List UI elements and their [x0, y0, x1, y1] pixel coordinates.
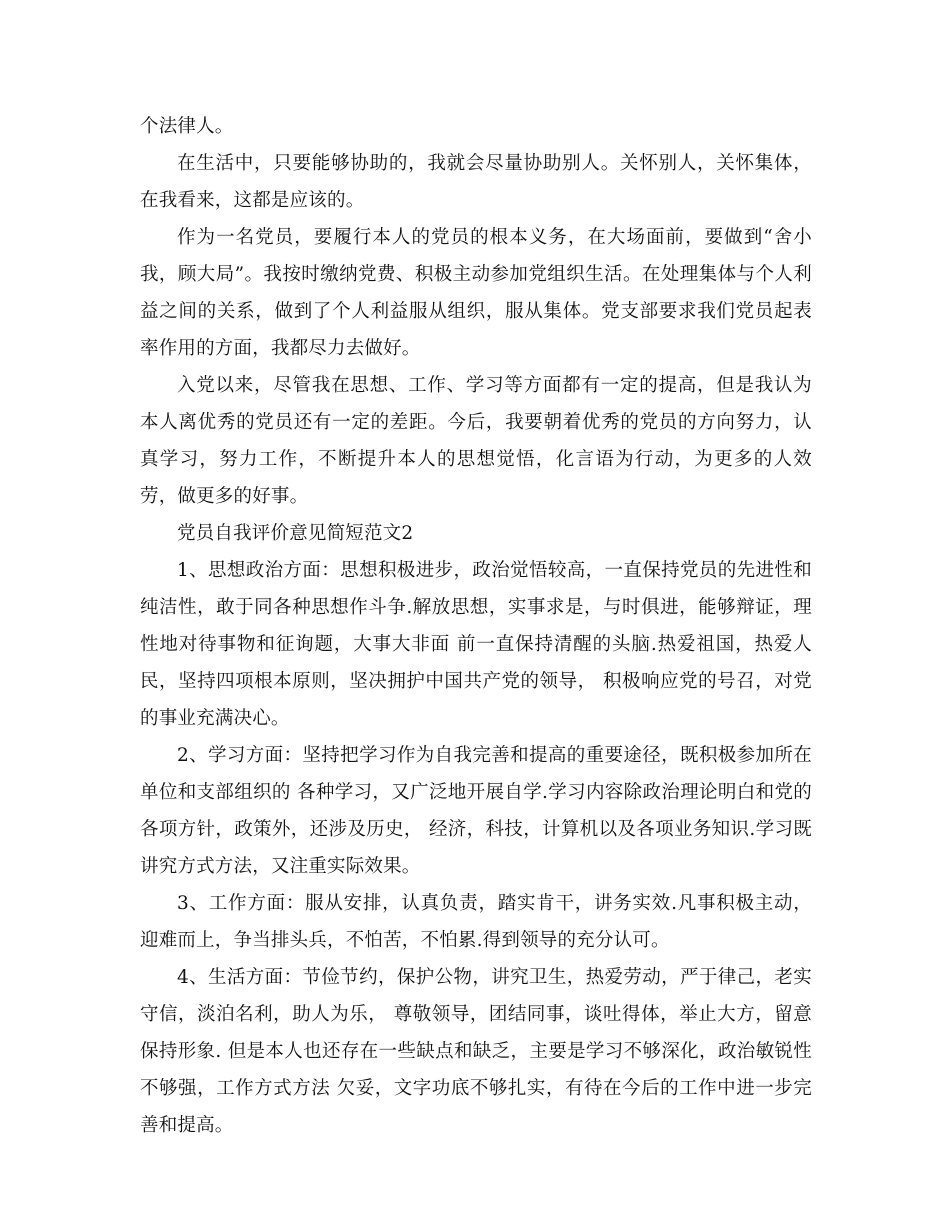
paragraph-party-duties: 作为一名党员，要履行本人的党员的根本义务，在大场面前，要做到“舍小我，顾大局”。我按时缴纳党费、积极主动参加党组织生活。在处理集体与个人利益之间的关系，做到了个人利益服从组织，服从集体。党支部要求我们党员起表率作用的方面，我都尽力去做好。: [140, 227, 812, 359]
paragraph-life: 4、生活方面：节俭节约，保护公物，讲究卫生，热爱劳动，严于律己，老实守信，淡泊名利，助人为乐， 尊敬领导，团结同事，谈吐得体，举止大方，留意保持形象. 但是本人也还存在一些缺点和缺乏，主要是学习不够深化，政治敏锐性不够强，工作方式方法 欠妥，文字功底不够扎实，有待在今后的工作中进一步完善和提高。: [140, 967, 812, 1136]
document-body: [140, 108, 812, 1144]
paragraph-work: 3、工作方面：服从安排，认真负责，踏实肯干，讲务实效.凡事积极主动，迎难而上，争当排头兵，不怕苦，不怕累.得到领导的充分认可。: [140, 893, 812, 951]
paragraph-continuation: 个法律人。: [140, 116, 234, 137]
section-heading: 党员自我评价意见简短范文2: [177, 523, 414, 544]
paragraph-since-joining: 入党以来，尽管我在思想、工作、学习等方面都有一定的提高，但是我认为本人离优秀的党员还有一定的差距。今后，我要朝着优秀的党员的方向努力，认真学习，努力工作，不断提升本人的思想觉悟，化言语为行动，为更多的人效劳，做更多的好事。: [140, 375, 812, 507]
paragraph-study: 2、学习方面：坚持把学习作为自我完善和提高的重要途径，既积极参加所在单位和支部组织的 各种学习，又广泛地开展自学.学习内容除政治理论明白和党的各项方针，政策外，还涉及历史， 经济，科技，计算机以及各项业务知识.学习既讲究方式方法，又注重实际效果。: [140, 745, 812, 877]
paragraph-helping-others: 在生活中，只要能够协助的，我就会尽量协助别人。关怀别人，关怀集体，在我看来，这都是应该的。: [140, 153, 812, 211]
paragraph-political-thought: 1、思想政治方面：思想积极进步，政治觉悟较高，一直保持党员的先进性和纯洁性，敢于同各种思想作斗争.解放思想，实事求是，与时俱进，能够辩证，理性地对待事物和征询题，大事大非面 前一直保持清醒的头脑.热爱祖国，热爱人民，坚持四项根本原则，坚决拥护中国共产党的领导， 积极响应党的号召，对党的事业充满决心。: [140, 560, 812, 729]
